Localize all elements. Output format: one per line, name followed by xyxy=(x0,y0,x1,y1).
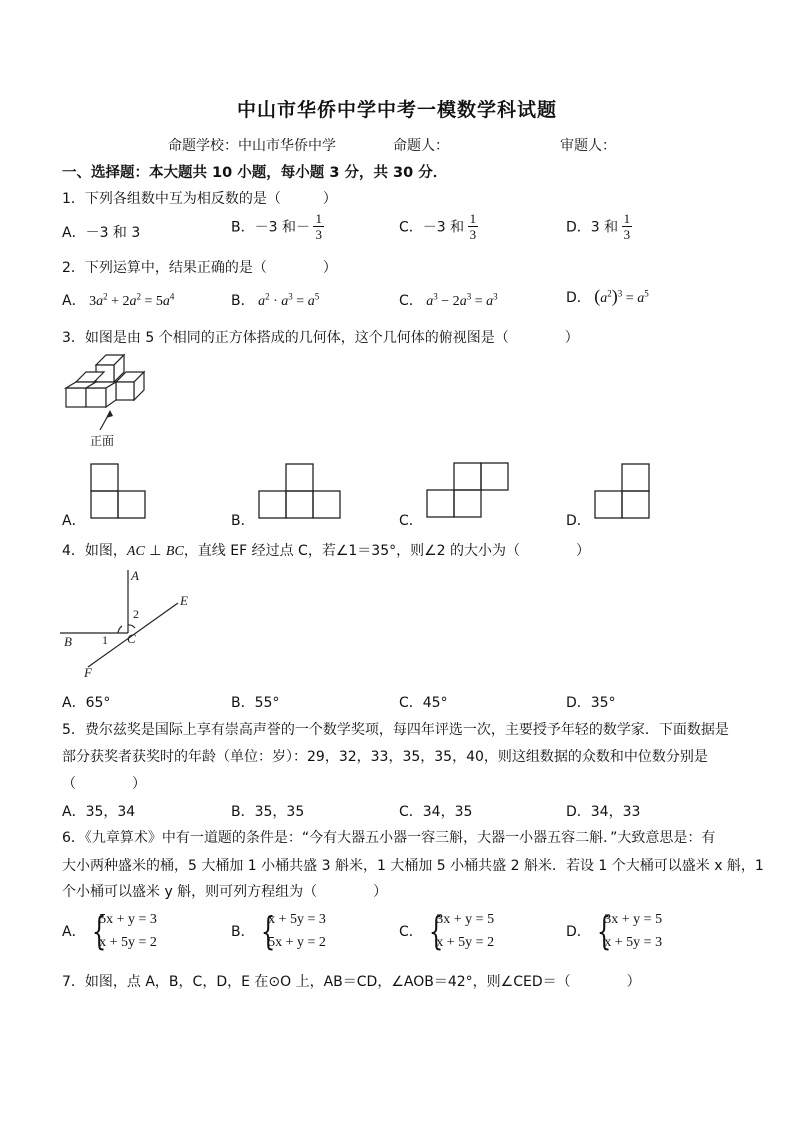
q5-option-d xyxy=(566,801,640,821)
equation-1: 3x + y = 5 xyxy=(436,912,495,927)
q1-option-b-label: B．－3 和－ xyxy=(231,219,310,236)
q3-option-b xyxy=(231,510,255,530)
q1-option-c xyxy=(399,212,478,241)
q4-option-d-text: D．35° xyxy=(566,695,616,711)
q5-line-1: 5．费尔兹奖是国际上享有崇高声誉的一个数学奖项，每四年评选一次，主要授予年轻的数学家．下面数据是 xyxy=(62,722,729,738)
q3-stem: 3．如图是由 5 个相同的正方体搭成的几何体，这个几何体的俯视图是（ ） xyxy=(62,330,579,346)
fraction-denominator: 3 xyxy=(469,227,477,242)
fraction-numerator: 1 xyxy=(315,211,322,226)
q3-option-b-label: B． xyxy=(231,513,255,529)
q2-option-a-label: A． xyxy=(62,293,86,309)
q4-option-c xyxy=(399,692,448,712)
equation-1: x + 5y = 3 xyxy=(268,912,326,927)
q5-option-b xyxy=(231,801,304,821)
q6-option-a xyxy=(62,908,157,954)
equation-2: x + 5y = 3 xyxy=(604,935,663,950)
q1-option-a-text: A．－3 和 3 xyxy=(62,225,141,241)
page-title: 中山市华侨中学中考一模数学科试题 xyxy=(236,99,557,121)
q5-option-c-text: C．34，35 xyxy=(399,804,473,820)
q5-option-a xyxy=(62,801,135,821)
equation-1: 5x + y = 3 xyxy=(99,912,157,927)
equation-2: x + 5y = 2 xyxy=(436,935,495,950)
q2-option-b-label: B． xyxy=(231,293,255,309)
section-heading: 一、选择题：本大题共 10 小题，每小题 3 分，共 30 分． xyxy=(62,165,448,181)
q6-line-1: 6．《九章算术》中有一道题的条件是：“今有大器五小器一容三斛，大器一小器五容二斛．”大致意思是：有 xyxy=(62,830,716,846)
arrow-head-icon xyxy=(106,410,113,418)
meta-author: 命题人： xyxy=(393,138,449,154)
q6-line-3: 个小桶可以盛米 y 斛，则可列方程组为（ ） xyxy=(62,884,388,900)
q6-option-d-label: D． xyxy=(566,924,591,940)
equation-2: x + 5y = 2 xyxy=(99,935,157,950)
q1-option-d xyxy=(566,212,632,241)
q2-option-d xyxy=(566,286,649,307)
brace-icon: { xyxy=(429,909,444,953)
q4-stem-main: ，直线 EF 经过点 C，若∠1＝35°，则∠2 的大小为（ ） xyxy=(183,543,591,559)
q7-stem: 7．如图，点 A，B，C，D，E 在⊙O 上，AB＝CD，∠AOB＝42°，则∠CED＝（ ） xyxy=(62,974,641,990)
angle-2-label: 2 xyxy=(133,607,139,621)
brace-icon: { xyxy=(91,909,107,953)
fraction-denominator: 3 xyxy=(315,227,322,242)
q1-option-b xyxy=(231,212,324,241)
q6-option-d xyxy=(566,908,662,954)
q1-option-d-label: D．3 和 xyxy=(566,219,619,236)
q2-option-c-label: C． xyxy=(399,293,423,309)
q1-option-c-label: C．－3 和 xyxy=(399,219,465,236)
q6-option-b-label: B． xyxy=(231,924,255,940)
q2-option-d-expr: $(a^2)^3 = a^5$ xyxy=(594,286,649,306)
q3-option-a-label: A． xyxy=(62,513,86,529)
q5-option-a-text: A．35，34 xyxy=(62,804,136,820)
q4-stem: 4．如图，AC ⊥ BC，直线 EF 经过点 C，若∠1＝35°，则∠2 的大小为（ ） xyxy=(62,543,591,559)
label-c: C xyxy=(127,631,136,646)
angle-1-label: 1 xyxy=(102,633,108,647)
q5-option-d-text: D．34，33 xyxy=(566,804,641,820)
fraction-denominator: 3 xyxy=(623,227,631,242)
q3-option-c-figure xyxy=(426,462,510,520)
q2-option-b-expr: $a^2 \cdot a^3 = a^5$ xyxy=(258,291,320,309)
q6-option-c-system xyxy=(426,908,494,954)
q2-option-c-expr: $a^3 - 2a^3 = a^3$ xyxy=(426,291,498,309)
equation-2: 5x + y = 2 xyxy=(268,935,326,950)
q6-line-2: 大小两种盛米的桶，5 大桶加 1 小桶共盛 3 斛米，1 大桶加 5 小桶共盛 2 斛米．若设 1 个大桶可以盛米 x 斛，1 xyxy=(62,858,764,874)
label-e: E xyxy=(180,593,188,608)
fraction-numerator: 1 xyxy=(623,211,631,226)
equation-1: 3x + y = 5 xyxy=(604,912,663,927)
q3-front-label: 正面 xyxy=(90,434,115,448)
q1-option-a xyxy=(62,222,140,242)
q6-option-a-system xyxy=(89,908,157,954)
q6-option-a-label: A． xyxy=(62,924,86,940)
q4-option-a-text: A．65° xyxy=(62,695,111,711)
q3-option-d xyxy=(566,510,591,530)
label-a: A xyxy=(131,568,139,583)
q3-option-c xyxy=(399,510,423,530)
q6-option-b xyxy=(231,908,326,954)
q4-option-b-text: B．55° xyxy=(231,695,280,711)
q4-stem-prefix: 4．如图， xyxy=(62,543,127,559)
q3-option-b-figure xyxy=(258,463,342,521)
q6-option-c xyxy=(399,908,494,954)
q2-option-a xyxy=(62,290,174,310)
q5-line-3: （ ） xyxy=(62,776,146,792)
meta-school: 命题学校：中山市华侨中学 xyxy=(168,138,336,154)
q1-stem: 1．下列各组数中互为相反数的是（ ） xyxy=(62,191,337,207)
q1-option-d-fraction xyxy=(622,212,633,241)
q2-option-b xyxy=(231,290,319,310)
q4-option-d xyxy=(566,692,616,712)
q4-option-c-text: C．45° xyxy=(399,695,448,711)
q3-option-a xyxy=(62,510,86,530)
q2-stem: 2．下列运算中，结果正确的是（ ） xyxy=(62,260,337,276)
q3-option-c-label: C． xyxy=(399,513,423,529)
brace-icon: { xyxy=(597,909,612,953)
q3-option-d-figure xyxy=(594,463,650,521)
q4-option-b xyxy=(231,692,279,712)
q6-option-c-label: C． xyxy=(399,924,423,940)
fraction-numerator: 1 xyxy=(469,211,477,226)
q1-option-b-fraction xyxy=(313,212,324,241)
label-b: B xyxy=(64,634,72,649)
q6-option-d-system xyxy=(594,908,662,954)
brace-icon: { xyxy=(260,909,276,953)
q6-option-b-system xyxy=(258,908,326,954)
label-f: F xyxy=(84,665,92,680)
q4-option-a xyxy=(62,692,110,712)
q4-figure xyxy=(60,565,200,683)
q1-option-c-fraction xyxy=(468,212,479,241)
q2-option-c xyxy=(399,290,498,310)
q5-option-c xyxy=(399,801,472,821)
q5-option-b-text: B．35，35 xyxy=(231,804,305,820)
q4-perp-expr: AC xyxy=(126,544,145,559)
q3-option-a-figure xyxy=(90,463,146,521)
meta-reviewer: 审题人： xyxy=(560,138,616,154)
q5-line-2: 部分获奖者获奖时的年龄（单位：岁）：29，32，33，35，35，40，则这组数据的众数和中位数分别是 xyxy=(62,749,708,765)
q2-option-a-expr: $3a^2 + 2a^2 = 5a^4$ xyxy=(89,291,175,309)
q2-option-d-label: D． xyxy=(566,290,591,306)
q3-option-d-label: D． xyxy=(566,513,591,529)
